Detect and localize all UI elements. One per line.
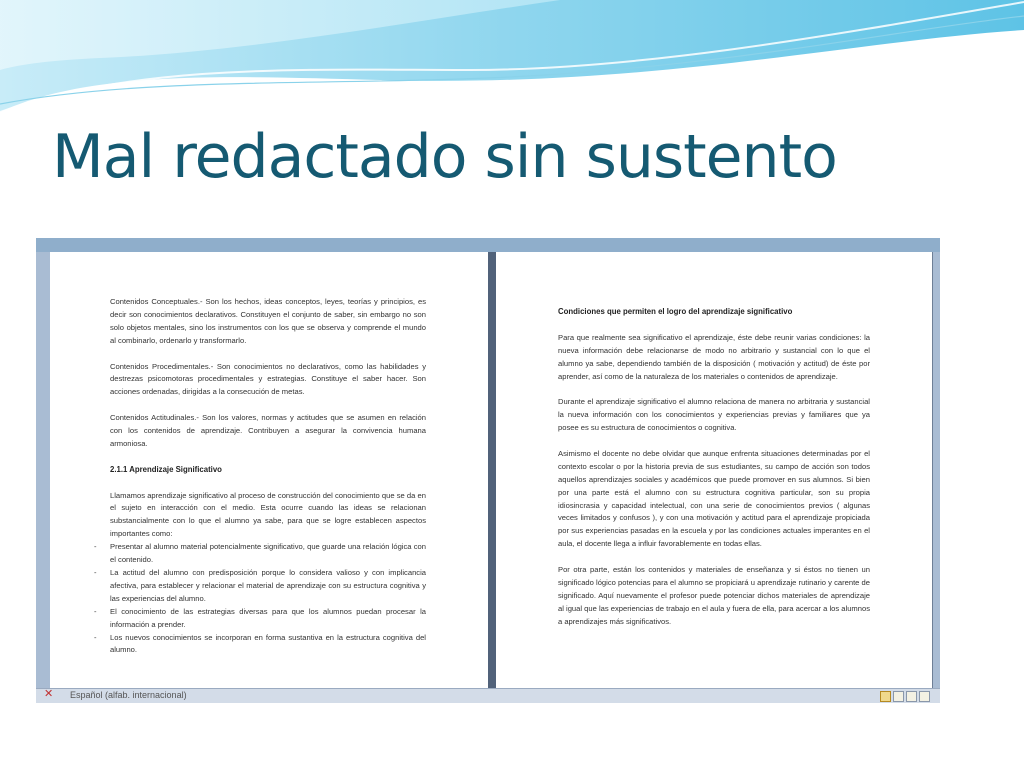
header-swoosh-decoration [0,0,1024,130]
list-item: - Los nuevos conocimientos se incorporan en forma sustantiva en la estructura cognitiva del alumno. [110,632,426,658]
document-page-left [50,252,488,688]
page-separator [488,252,496,688]
outline-view-icon[interactable] [919,691,930,702]
slide-title: Mal redactado sin sustento [52,122,837,192]
paragraph-condiciones: Para que realmente sea significativo el aprendizaje, éste debe reunir varias condiciones: la nueva información debe relacionarse de modo no arbitrario y sustancial con lo que el alumno ya sabe, dependiendo también de la disposición ( motivación y actitud) de éste por aprender, así como de la naturaleza de los materiales o contenidos de aprendizaje. [558,332,870,381]
paragraph-docente: Asimismo el docente no debe olvidar que aunque enfrenta situaciones determinadas por el contexto escolar o por la historia previa de sus estudiantes, su campo de acción son todos aquellos aprendizajes sociales y académicos que puede promover en sus alumnos. Si bien por una parte está el alumno con su estructura cognitiva particular, son su propia idiosincrasia y capacidad intelectual, con una serie de conocimientos previos ( algunas veces limitados y confusos ), y con una motivación y actitud para el aprendizaje propiciada por sus experiencias pasadas en la escuela y por las condiciones actuales imperantes en el aula, el docente llega a influir favorablemente en todas ellas. [558,448,870,549]
list-item: - Presentar al alumno material potencialmente significativo, que guarde una relación lógica con el contenido. [110,541,426,567]
paragraph-durante-aprendizaje: Durante el aprendizaje significativo el alumno relaciona de manera no arbitraria y sustancial la nueva información con los conocimientos y experiencias previas y familiares que ya posee es su estructura de conocimientos o cognitiva. [558,397,870,433]
document-screenshot [36,238,940,703]
paragraph-contenidos-materiales: Por otra parte, están los contenidos y materiales de enseñanza y si éstos no tienen un significado lógico potencias para el alumno se propiciará u aprendizaje rutinario y carente de significado. Aquí nuevamente el profesor puede potenciar dichos materiales de aprendizaje al igual que las experiencias de trabajo en el aula y fuera de ella, para acercar a los alumnos a aprendizajes más significativos. [558,565,870,626]
window-top-bar [36,238,940,252]
view-buttons [880,691,930,702]
spelling-error-icon[interactable]: ✕ [44,688,54,700]
word-status-bar [36,688,940,703]
list-item: - El conocimiento de las estrategias diversas para que los alumnos puedan procesar la información a prender. [110,606,426,632]
full-screen-reading-view-icon[interactable] [893,691,904,702]
document-page-right [496,252,932,688]
section-heading-aprendizaje-significativo: 2.1.1 Aprendizaje Significativo [110,464,222,474]
paragraph-aprendizaje-definicion: Llamamos aprendizaje significativo al proceso de construcción del conocimiento que se da en el sujeto en interacción con el medio. Esta ocurre cuando las ideas se relacionan substancialmente con lo que el alumno ya sabe, para que se logre establecen aspectos importantes como: [110,490,426,539]
web-layout-view-icon[interactable] [906,691,917,702]
paragraph-contenidos-conceptuales: Contenidos Conceptuales.- Son los hechos, ideas conceptos, leyes, teorías y principios, es decir son conocimientos declarativos. Constituyen el conjunto de saber, sin embargo no son solo objetos mentales, sino los instrumentos con los que se observa y comprende el mundo al combinarlo, ordenarlo y transformarlo. [110,297,426,345]
page-text-column [110,296,426,657]
paragraph-contenidos-actitudinales: Contenidos Actitudinales.- Son los valores, normas y actitudes que se asumen en relación con los contenidos de aprendizaje. Contribuyen a asegurar la convivencia humana armoniosa. [110,413,426,448]
print-layout-view-icon[interactable] [880,691,891,702]
aspects-list [110,541,426,657]
paragraph-contenidos-procedimentales: Contenidos Procedimentales.- Son conocimientos no declarativos, como las habilidades y destrezas psicomotoras procedimentales y estrategias. Constituye el saber hacer. Son acciones ordenadas, dirigidas a la consecución de metas. [110,361,426,397]
language-indicator[interactable]: Español (alfab. internacional) [70,690,187,700]
page-text-column [558,306,870,641]
list-item: - La actitud del alumno con predisposición porque lo considera valioso y con implicancia afectiva, para establecer y relacionar el material de aprendizaje con su estructura cognitiva y las experiencias del alumno. [110,567,426,606]
section-heading-condiciones: Condiciones que permiten el logro del aprendizaje significativo [558,307,793,316]
